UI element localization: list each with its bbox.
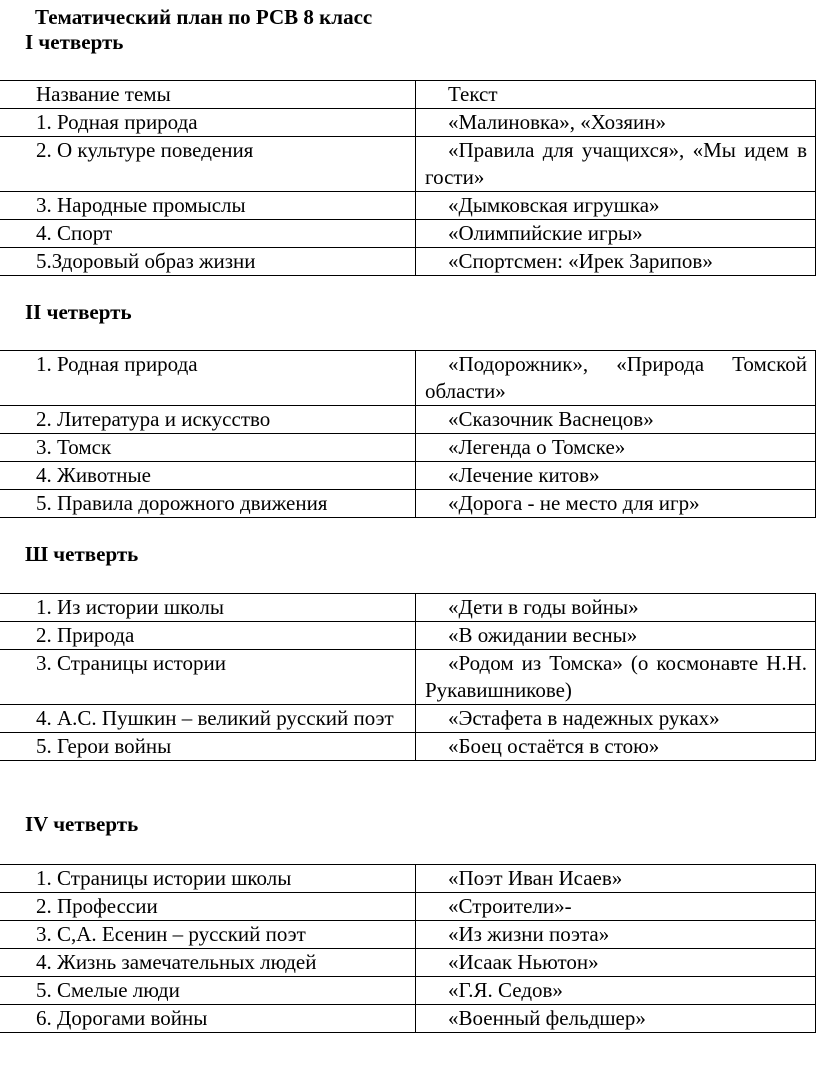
text-cell: «Из жизни поэта» <box>416 921 816 949</box>
quarter-3-heading: Ш четверть <box>25 542 139 566</box>
table-row <box>0 949 816 977</box>
quarter-4-table <box>0 864 816 1033</box>
topic-cell: 3. Томск <box>0 434 416 462</box>
text-cell: «Боец остаётся в стою» <box>416 733 816 761</box>
topic-cell: 1. Из истории школы <box>0 594 416 622</box>
text-cell: «Дорога - не место для игр» <box>416 490 816 518</box>
topic-cell: 5.Здоровый образ жизни <box>0 248 416 276</box>
text-cell: «Родом из Томска» (о космонавте Н.Н. Рукавишникове) <box>416 650 816 705</box>
topic-cell: 2. Литература и искусство <box>0 406 416 434</box>
header-topic: Название темы <box>0 81 416 109</box>
text-cell: «Исаак Ньютон» <box>416 949 816 977</box>
table-row <box>0 137 816 192</box>
topic-cell: 1. Родная природа <box>0 351 416 406</box>
text-cell: «Спортсмен: «Ирек Зарипов» <box>416 248 816 276</box>
topic-cell: 2. Профессии <box>0 893 416 921</box>
text-cell: «Подорожник», «Природа Томской области» <box>416 351 816 406</box>
table-row <box>0 248 816 276</box>
quarter-4-heading: IV четверть <box>25 812 139 836</box>
quarter-1-table <box>0 80 816 276</box>
table-row <box>0 733 816 761</box>
text-cell: «В ожидании весны» <box>416 622 816 650</box>
table-row <box>0 490 816 518</box>
topic-cell: 5. Правила дорожного движения <box>0 490 416 518</box>
table-row <box>0 192 816 220</box>
text-cell: «Поэт Иван Исаев» <box>416 865 816 893</box>
table-row <box>0 977 816 1005</box>
topic-cell: 4. Спорт <box>0 220 416 248</box>
text-cell: «Дымковская игрушка» <box>416 192 816 220</box>
topic-cell: 4. Жизнь замечательных людей <box>0 949 416 977</box>
table-row <box>0 622 816 650</box>
text-cell: «Строители»- <box>416 893 816 921</box>
text-cell: «Олимпийские игры» <box>416 220 816 248</box>
topic-cell: 1. Страницы истории школы <box>0 865 416 893</box>
quarter-2-heading: II четверть <box>25 300 132 324</box>
quarter-2-table <box>0 350 816 518</box>
table-row <box>0 109 816 137</box>
table-row <box>0 893 816 921</box>
table-row <box>0 594 816 622</box>
document-title: Тематический план по РСВ 8 класс <box>35 5 373 29</box>
table-row <box>0 1005 816 1033</box>
table-row <box>0 650 816 705</box>
text-cell: «Лечение китов» <box>416 462 816 490</box>
topic-cell: 5. Смелые люди <box>0 977 416 1005</box>
quarter-3-table <box>0 593 816 761</box>
text-cell: «Малиновка», «Хозяин» <box>416 109 816 137</box>
table-row <box>0 865 816 893</box>
text-cell: «Легенда о Томске» <box>416 434 816 462</box>
table-row <box>0 462 816 490</box>
table-header-row <box>0 81 816 109</box>
table-row <box>0 434 816 462</box>
table-row <box>0 351 816 406</box>
text-cell: «Сказочник Васнецов» <box>416 406 816 434</box>
table-row <box>0 220 816 248</box>
topic-cell: 3. С,А. Есенин – русский поэт <box>0 921 416 949</box>
header-text: Текст <box>416 81 816 109</box>
topic-cell: 2. Природа <box>0 622 416 650</box>
text-cell: «Г.Я. Седов» <box>416 977 816 1005</box>
text-cell: «Военный фельдшер» <box>416 1005 816 1033</box>
text-cell: «Дети в годы войны» <box>416 594 816 622</box>
topic-cell: 4. Животные <box>0 462 416 490</box>
text-cell: «Правила для учащихся», «Мы идем в гости» <box>416 137 816 192</box>
text-cell: «Эстафета в надежных руках» <box>416 705 816 733</box>
table-row <box>0 406 816 434</box>
topic-cell: 2. О культуре поведения <box>0 137 416 192</box>
table-row <box>0 705 816 733</box>
topic-cell: 3. Народные промыслы <box>0 192 416 220</box>
topic-cell: 1. Родная природа <box>0 109 416 137</box>
topic-cell: 3. Страницы истории <box>0 650 416 705</box>
topic-cell: 5. Герои войны <box>0 733 416 761</box>
topic-cell: 6. Дорогами войны <box>0 1005 416 1033</box>
quarter-1-heading: I четверть <box>25 30 124 54</box>
topic-cell: 4. А.С. Пушкин – великий русский поэт <box>0 705 416 733</box>
table-row <box>0 921 816 949</box>
